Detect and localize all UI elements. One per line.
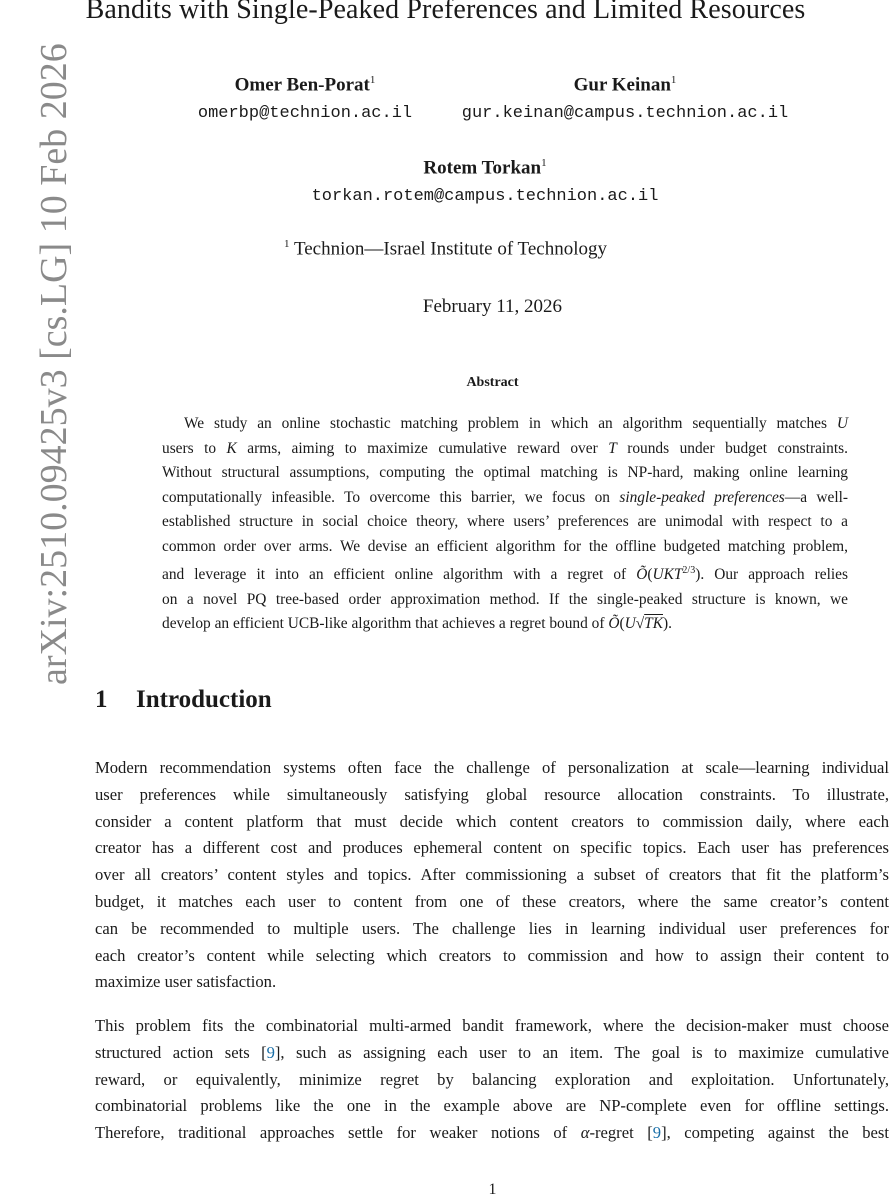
- author-2: [440, 74, 810, 123]
- text-line: This problem fits the combinatorial multi-armed bandit framework, where the decision-maker must choose: [95, 1016, 889, 1035]
- abstract-heading: Abstract: [466, 375, 519, 390]
- author-1: [150, 74, 460, 123]
- text-line: over all creators’ content styles and topics. After commissioning a subset of creators that fit the platform’s: [95, 865, 889, 885]
- author-email: torkan.rotem@campus.technion.ac.il: [311, 187, 659, 207]
- text-line: each creator’s content while selecting which creators to commission and how to assign their content to: [95, 945, 889, 965]
- arxiv-identifier: arXiv:2510.09425v3 [cs.LG] 10 Feb 2026: [33, 43, 75, 685]
- text-line: combinatorial problems like the one in the example above are NP-complete even for offline settings.: [95, 1096, 889, 1116]
- text-line: maximize user satisfaction.: [95, 972, 277, 992]
- abstract-line: established structure in social choice theory, where users’ preferences are unimodal with respect to a: [162, 513, 848, 530]
- abstract-line: on a novel PQ tree-based order approximation method. If the single-peaked structure is known, we: [162, 590, 848, 608]
- author-email: gur.keinan@campus.technion.ac.il: [461, 104, 789, 124]
- author-name: Omer Ben-Porat$^1$: [234, 74, 376, 96]
- author-3: [290, 157, 680, 206]
- affiliation: $^1$ Technion—Israel Institute of Technology: [284, 238, 607, 260]
- abstract-line: We study an online stochastic matching problem in which an algorithm sequentially matches U: [184, 415, 848, 432]
- paper-title: Bandits with Single-Peaked Preferences and Limited Resources: [85, 0, 806, 25]
- paragraph-1: [95, 755, 889, 996]
- date: February 11, 2026: [422, 296, 563, 317]
- text-line: budget, it matches each user to content from one of these creators, where the same creator’s content: [95, 891, 889, 911]
- abstract-body: [140, 412, 848, 637]
- abstract-line: and leverage it into an efficient online algorithm with a regret of $Õ(UKT^{2/3})$. Our approach relies: [162, 565, 848, 584]
- text-line: can be recommended to multiple users. The challenge lies in learning individual user preferences for: [95, 918, 889, 938]
- section-heading: 1 Introduction: [95, 686, 272, 713]
- text-line: creator has a different cost and produces ephemeral content on specific topics. Each user has preferences: [95, 838, 889, 858]
- text-line: consider a content platform that must decide which content creators to commission daily, where each: [95, 811, 889, 831]
- abstract-line: common order over arms. We devise an efficient algorithm for the offline budgeted matching problem,: [162, 537, 848, 555]
- paragraph-2: [95, 1013, 889, 1147]
- text-line: structured action sets [9], such as assigning each user to an item. The goal is to maximize cumulative: [95, 1042, 889, 1062]
- author-name: Rotem Torkan$^1$: [423, 157, 547, 179]
- page-number: 1: [488, 1181, 497, 1198]
- abstract-line: computationally infeasible. To overcome this barrier, we focus on single-peaked preferences—a well-: [162, 488, 848, 506]
- text-line: reward, or equivalently, minimize regret by balancing exploration and exploitation. Unfortunately,: [95, 1069, 889, 1089]
- author-email: omerbp@technion.ac.il: [197, 104, 413, 124]
- text-line: user preferences while simultaneously satisfying global resource allocation constraints. To illustrate,: [95, 784, 889, 804]
- citation-link[interactable]: 9: [266, 1042, 275, 1062]
- author-name: Gur Keinan$^1$: [573, 74, 677, 96]
- citation-link[interactable]: 9: [652, 1123, 662, 1143]
- text-line: Modern recommendation systems often face the challenge of personalization at scale—learning individual: [95, 758, 889, 777]
- text-line: Therefore, traditional approaches settle for weaker notions of α-regret [9], competing against the best: [95, 1123, 889, 1143]
- abstract-line: Without structural assumptions, computing the optimal matching is NP-hard, making online learning: [162, 464, 848, 481]
- abstract-line: develop an efficient UCB-like algorithm that achieves a regret bound of Õ(U√TK).: [162, 615, 672, 633]
- abstract-line: users to K arms, aiming to maximize cumulative reward over T rounds under budget constraints.: [162, 439, 848, 457]
